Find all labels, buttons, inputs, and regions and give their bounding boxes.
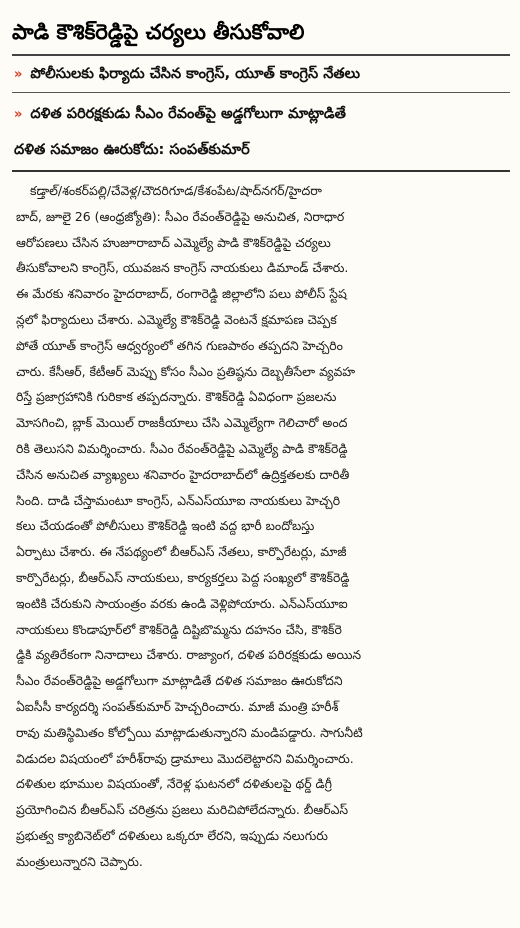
- body-line: తీసుకోవాలని కాంగ్రెస్, యువజన కాంగ్రెస్ నాయకులు డిమాండ్ చేశారు.: [16, 260, 349, 276]
- subhead-2-continuation: దళిత సమాజం ఊరుకోదు: సంపత్‌కుమార్: [14, 142, 250, 158]
- body-line: ప్రయోగించిన బీఆర్ఎస్ చరిత్రను ప్రజలు మరిచిపోలేదన్నారు. బీఆర్ఎస్: [16, 802, 349, 818]
- body-line: విడుదల విషయంలో హరీశ్‌రావు డ్రామాలు మొదలెట్టారని విమర్శించారు.: [16, 750, 354, 766]
- subhead-2: [14, 100, 510, 129]
- body-line: రిస్తే ప్రజాగ్రహానికి గురికాక తప్పదన్నారు. కౌశిక్‌రెడ్డి ఏవిధంగా ప్రజలను: [16, 389, 337, 405]
- body-line: ఇంటికి చేరుకుని సాయంత్రం వరకు ఉండి వెళ్లిపోయారు. ఎన్‌ఎస్‌యూఐ: [16, 595, 348, 611]
- subhead-1-text: పోలీసులకు ఫిర్యాదు చేసిన కాంగ్రెస్, యూత్ కాంగ్రెస్ నేతలు: [30, 66, 360, 82]
- headline: పాడి కౌశిక్‌రెడ్డిపై చర్యలు తీసుకోవాలి: [12, 10, 510, 56]
- body-line: చేసిన అనుచిత వ్యాఖ్యలు శనివారం హైదరాబాద్‌లో ఉద్రిక్తతలకు దారితీ: [16, 466, 350, 482]
- body-line: రావు మతిస్థిమితం కోల్పోయి మాట్లాడుతున్నారని మండిపడ్డారు. సాగునీటి: [16, 724, 363, 740]
- body-line: ప్రభుత్వ క్యాబినెట్‌లో దళితులు ఒక్కరూ లేరని, ఇప్పుడు నలుగురు: [16, 827, 328, 843]
- body-line: దళితుల భూముల విషయంతో, నేరెళ్ల ఘటనలో దళితులపై థర్డ్ డిగ్రీ: [16, 776, 332, 792]
- body-line: ఈ మేరకు శనివారం హైదరాబాద్, రంగారెడ్డి జిల్లాలోని పలు పోలీస్ స్టేష: [16, 286, 347, 302]
- body-line: మంత్రులున్నారని చెప్పారు.: [16, 853, 143, 869]
- divider: [12, 170, 510, 172]
- body-line: ఏఐసీసీ కార్యదర్శి సంపత్‌కుమార్ హెచ్చరించారు. మాజీ మంత్రి హరీశ్: [16, 698, 339, 714]
- body-line: కలు చేయడంతో పోలీసులు కౌశిక్‌రెడ్డి ఇంటి వద్ద భారీ బందోబస్తు: [16, 518, 315, 534]
- body-line: సింది. దాడి చేస్తామంటూ కాంగ్రెస్, ఎన్‌ఎస్‌యూఐ నాయకులు హెచ్చరి: [16, 492, 341, 508]
- body-line: చారు. కేసీఆర్, కేటీఆర్ మెప్పు కోసం సీఎం ప్రతిష్ఠను దెబ్బతీసేలా వ్యవహ: [16, 363, 356, 379]
- subhead-2-text: దళిత పరిరక్షకుడు సీఎం రేవంత్‌పై అడ్డగోలుగా మాట్లాడితే: [30, 106, 346, 122]
- body-line: రికి తెలుసని విమర్శించారు. సీఎం రేవంత్‌రెడ్డిపై ఎమ్మెల్యే పాడి కౌశిక్‌రెడ్డి: [16, 440, 348, 456]
- divider: [12, 92, 510, 93]
- arrow-marker-icon: »: [14, 67, 23, 82]
- body-line: నాయకులు కొండాపూర్‌లో కౌశిక్‌రెడ్డి దిష్టిబొమ్మను దహనం చేసి, కౌశిక్‌రె: [16, 621, 342, 637]
- body-line: ఏర్పాటు చేశారు. ఈ నేపథ్యంలో బీఆర్ఎస్ నేతలు, కార్పొరేటర్లు, మాజీ: [16, 544, 347, 560]
- body-line: న్లలో ఫిర్యాదులు చేశారు. ఎమ్మెల్యే కౌశిక్‌రెడ్డి వెంటనే క్షమాపణ చెప్పక: [16, 311, 337, 327]
- body-line: బాద్, జూలై 26 (ఆంధ్రజ్యోతి): సీఎం రేవంత్‌రెడ్డిపై అనుచిత, నిరాధార: [16, 208, 345, 224]
- body-line: కార్పొరేటర్లు, బీఆర్ఎస్ నాయకులు, కార్యకర్తలు పెద్ద సంఖ్యలో కౌశిక్‌రెడ్డి: [16, 569, 350, 585]
- body-line: ఆరోపణలు చేసిన హుజూరాబాద్ ఎమ్మెల్యే పాడి కౌశిక్‌రెడ్డిపై చర్యలు: [16, 234, 331, 250]
- arrow-marker-icon: »: [14, 107, 23, 122]
- body-line: డ్డికి వ్యతిరేకంగా నినాదాలు చేశారు. రాజ్యాంగ, దళిత పరిరక్షకుడు అయిన: [16, 647, 362, 663]
- subhead-1: [14, 60, 510, 89]
- article-body: [16, 178, 508, 875]
- body-line: పోతే యూత్ కాంగ్రెస్ ఆధ్వర్యంలో తగిన గుణపాఠం తప్పదని హెచ్చరిం: [16, 337, 343, 353]
- body-line: కడ్తాల్/శంకర్‌పల్లి/చేవెళ్ల/చౌదరిగూడ/కేశంపేట/షాద్‌నగర్/హైదరా: [30, 183, 322, 198]
- body-line: మోసగించి, బ్లాక్ మెయిల్ రాజకీయాలు చేసి ఎమ్మెల్యేగా గెలిచారో అంద: [16, 415, 348, 431]
- body-line: సీఎం రేవంత్‌రెడ్డిపై అడ్డగోలుగా మాట్లాడితే దళిత సమాజం ఊరుకోదని: [16, 673, 343, 689]
